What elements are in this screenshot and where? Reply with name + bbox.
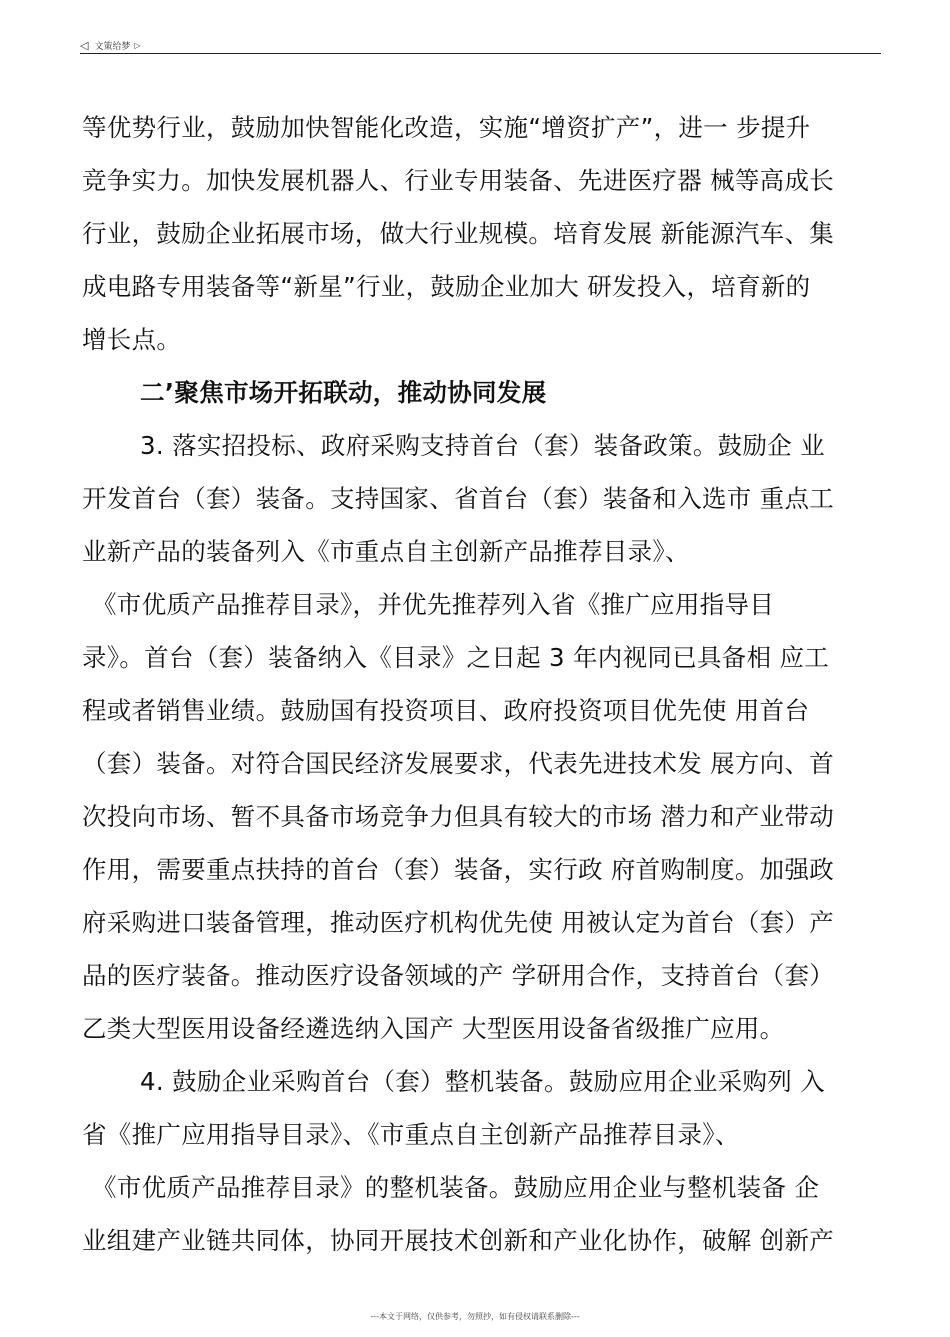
paragraph-line: 4. 鼓励企业采购首台（套）整机装备。鼓励应用企业采购列 入 [140,1067,825,1096]
paragraph-line: 业组建产业链共同体，协同开展技术创新和产业化协作，破解 创新产 [82,1226,835,1255]
paragraph-line: 品的医疗装备。推动医疗设备领域的产 学研用合作，支持首台（套） [82,961,835,990]
paragraph-line: 录》。首台（套）装备纳入《目录》之日起 3 年内视同已具备相 应工 [82,643,830,672]
paragraph-line: 行业，鼓励企业拓展市场，做大行业规模。培育发展 新能源汽车、集 [82,219,835,248]
page-header [80,36,880,54]
triangle-right-icon: ▷ [134,40,141,50]
paragraph-line: （套）装备。对符合国民经济发展要求，代表先进技术发 展方向、首 [82,749,835,778]
paragraph-line: 《市优质产品推荐目录》，并优先推荐列入省《推广应用指导目 [92,590,775,619]
paragraph-line: 开发首台（套）装备。支持国家、省首台（套）装备和入选市 重点工 [82,484,835,513]
document-body [82,101,882,1267]
paragraph-line: 作用，需要重点扶持的首台（套）装备，实行政 府首购制度。加强政 [82,855,835,884]
section-heading: 二’聚焦市场开拓联动，推动协同发展 [140,378,547,407]
paragraph-line: 次投向市场、暂不具备市场竞争力但具有较大的市场 潜力和产业带动 [82,802,835,831]
paragraph-line: 程或者销售业绩。鼓励国有投资项目、政府投资项目优先使 用首台 [82,696,810,725]
paragraph-line: 增长点。 [82,325,182,354]
paragraph-line: 省《推广应用指导目录》、《市重点自主创新产品推荐目录》、 [82,1120,740,1149]
paragraph-line: 乙类大型医用设备经遴选纳入国产 大型医用设备省级推广应用。 [82,1014,785,1043]
paragraph-line: 成电路专用装备等“新星”行业，鼓励企业加大 研发投入，培育新的 [82,272,811,301]
triangle-left-icon: ◁ [80,38,89,52]
paragraph-line: 竞争实力。加快发展机器人、行业专用装备、先进医疗器 械等高成长 [82,166,835,195]
header-divider [80,53,881,54]
paragraph-line: 业新产品的装备列入《市重点自主创新产品推荐目录》、 [82,537,690,566]
header-title: 文策给梦 [94,41,131,52]
paragraph-line: 3. 落实招投标、政府采购支持首台（套）装备政策。鼓励企 业 [140,431,825,460]
paragraph-line: 《市优质产品推荐目录》的整机装备。鼓励应用企业与整机装备 企 [92,1173,820,1202]
paragraph-line: 府采购进口装备管理，推动医疗机构优先使 用被认定为首台（套）产 [82,908,835,937]
paragraph-line: 等优势行业，鼓励加快智能化改造，实施“增资扩产”，进一 步提升 [82,113,811,142]
page-footer: ---本文于网络，仅供参考，勿照抄，如有侵权请联系删除--- [370,1312,580,1321]
